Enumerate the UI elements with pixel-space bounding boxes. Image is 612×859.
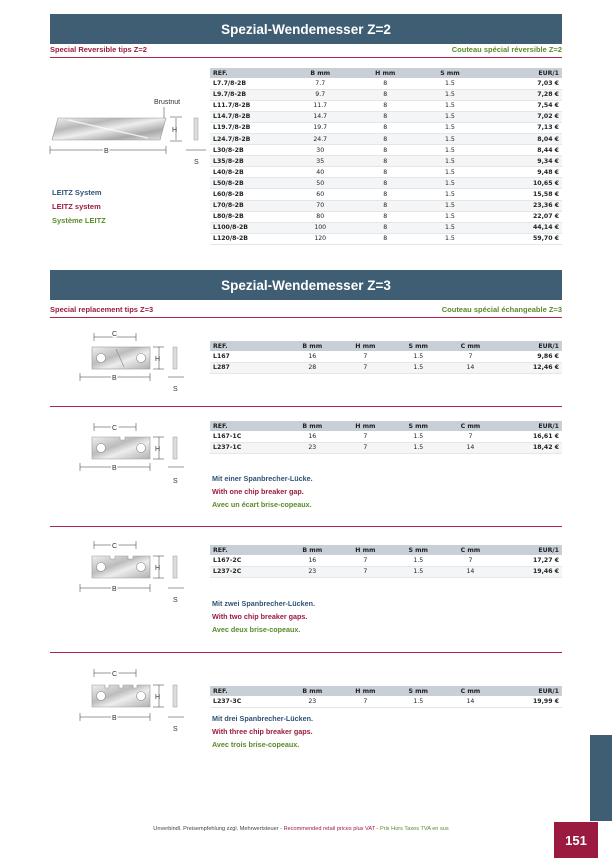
table-cell: 8 (352, 111, 418, 122)
table-cell: 14 (444, 362, 496, 373)
section1-subtitle (50, 43, 562, 56)
table-row (210, 167, 562, 178)
reversible-tip-diagram (48, 90, 208, 172)
table-cell: L50/8-2B (210, 178, 288, 189)
table-cell: 8 (352, 189, 418, 200)
table-cell: 1.5 (418, 233, 482, 244)
group-c-price-table (210, 545, 562, 578)
table-cell: 8 (352, 78, 418, 89)
table-cell: 70 (288, 200, 352, 211)
system-en: LEITZ system (52, 202, 101, 211)
table-cell: 8 (352, 89, 418, 100)
divider (50, 57, 562, 58)
s-label: S (173, 597, 178, 604)
b-label: B (112, 465, 117, 472)
table-cell: 7 (444, 351, 496, 362)
table-cell: 7,13 € (482, 122, 562, 133)
column-header: EUR/1 (497, 341, 562, 351)
table-cell: 1.5 (392, 566, 444, 577)
table-cell: 8 (352, 145, 418, 156)
c-label: C (112, 331, 118, 338)
table-cell: 9,86 € (497, 351, 562, 362)
brustnut-label: Brustnut (154, 99, 181, 106)
section2-subtitle (50, 303, 562, 316)
table-row (210, 122, 562, 133)
table-cell: 1.5 (418, 167, 482, 178)
table-row (210, 156, 562, 167)
column-header: H mm (339, 421, 393, 431)
note-de: Mit drei Spanbrecher-Lücken. (212, 714, 314, 723)
table-cell: L80/8-2B (210, 211, 288, 222)
table-cell: 14 (444, 442, 496, 453)
table-cell: 18,42 € (497, 442, 562, 453)
column-header: B mm (286, 341, 339, 351)
table-cell: 44,14 € (482, 222, 562, 233)
table-cell: L11.7/8-2B (210, 100, 288, 111)
divider (50, 652, 562, 653)
h-label: H (155, 694, 161, 701)
table-cell: 1.5 (418, 211, 482, 222)
table-row (210, 111, 562, 122)
table-cell: 16 (286, 431, 339, 442)
table-cell: 8,04 € (482, 133, 562, 144)
subtitle-fr: Couteau spécial réversible Z=2 (451, 45, 562, 54)
divider (50, 526, 562, 527)
table-cell: 7,03 € (482, 78, 562, 89)
table-row (210, 145, 562, 156)
table-cell: L30/8-2B (210, 145, 288, 156)
col-b: B mm (288, 68, 352, 78)
table-cell: 1.5 (418, 78, 482, 89)
group-a-price-table (210, 341, 562, 374)
table-cell: L9.7/8-2B (210, 89, 288, 100)
column-header: C mm (444, 421, 496, 431)
table-row (210, 555, 562, 566)
table-cell: 1.5 (392, 555, 444, 566)
note-en: With three chip breaker gaps. (212, 727, 313, 736)
table-cell: 14 (444, 566, 496, 577)
table-cell: 1.5 (392, 351, 444, 362)
table-cell: 8 (352, 156, 418, 167)
tip-diagram-plain (76, 327, 186, 395)
table-cell: 100 (288, 222, 352, 233)
table-cell: L60/8-2B (210, 189, 288, 200)
table-row (210, 222, 562, 233)
table-cell: L24.7/8-2B (210, 133, 288, 144)
column-header: H mm (339, 341, 393, 351)
column-header: C mm (444, 341, 496, 351)
column-header: H mm (339, 686, 393, 696)
table-cell: 7 (339, 442, 393, 453)
table-row (210, 200, 562, 211)
table-cell: 9.7 (288, 89, 352, 100)
b-label: B (104, 148, 109, 155)
c-label: C (112, 425, 118, 432)
section1-price-table (210, 68, 562, 245)
table-cell: 1.5 (418, 122, 482, 133)
table-cell: L40/8-2B (210, 167, 288, 178)
table-cell: L100/8-2B (210, 222, 288, 233)
table-cell: 19.7 (288, 122, 352, 133)
table-cell: 1.5 (418, 156, 482, 167)
s-label: S (173, 478, 178, 485)
table-cell: 17,27 € (497, 555, 562, 566)
table-cell: 8,44 € (482, 145, 562, 156)
table-cell: 8 (352, 200, 418, 211)
table-header-row (210, 68, 562, 78)
table-cell: 19,99 € (497, 696, 562, 707)
h-label: H (155, 565, 161, 572)
table-cell: 1.5 (418, 133, 482, 144)
table-row (210, 351, 562, 362)
table-cell: 16,61 € (497, 431, 562, 442)
table-cell: 50 (288, 178, 352, 189)
column-header: S mm (392, 341, 444, 351)
table-cell: 8 (352, 222, 418, 233)
note-fr: Avec un écart brise-copeaux. (212, 500, 312, 509)
table-header-row (210, 686, 562, 696)
divider (50, 406, 562, 407)
table-row (210, 78, 562, 89)
subtitle-en: Special Reversible tips Z=2 (50, 45, 147, 54)
column-header: B mm (286, 545, 339, 555)
table-cell: 23 (286, 566, 339, 577)
table-cell: 1.5 (418, 111, 482, 122)
h-label: H (155, 446, 161, 453)
column-header: B mm (286, 421, 339, 431)
table-cell: 23,36 € (482, 200, 562, 211)
table-row (210, 178, 562, 189)
table-cell: 7,02 € (482, 111, 562, 122)
subtitle-en: Special replacement tips Z=3 (50, 305, 154, 314)
divider (50, 317, 562, 318)
s-label: S (194, 159, 199, 166)
table-cell: 8 (352, 100, 418, 111)
section2-banner: Spezial-Wendemesser Z=3 (50, 270, 562, 300)
table-cell: 22,07 € (482, 211, 562, 222)
tip-diagram-one-gap (76, 420, 186, 488)
column-header: REF. (210, 686, 286, 696)
table-cell: 7 (339, 566, 393, 577)
table-cell: 7 (339, 351, 393, 362)
section1-banner: Spezial-Wendemesser Z=2 (50, 14, 562, 44)
table-cell: L7.7/8-2B (210, 78, 288, 89)
b-label: B (112, 375, 117, 382)
column-header: B mm (286, 686, 339, 696)
table-row (210, 362, 562, 373)
note-en: With two chip breaker gaps. (212, 612, 308, 621)
table-cell: 7 (339, 431, 393, 442)
system-fr: Système LEITZ (52, 216, 106, 225)
table-cell: 10,65 € (482, 178, 562, 189)
table-cell: 7 (339, 555, 393, 566)
h-label: H (155, 356, 161, 363)
table-cell: 8 (352, 133, 418, 144)
group-d-price-table (210, 686, 562, 708)
column-header: C mm (444, 545, 496, 555)
subtitle-fr: Couteau spécial échangeable Z=3 (441, 305, 562, 314)
column-header: EUR/1 (497, 686, 562, 696)
table-header-row (210, 545, 562, 555)
table-header-row (210, 341, 562, 351)
table-cell: 40 (288, 167, 352, 178)
table-cell: 7 (444, 555, 496, 566)
table-cell: 16 (286, 351, 339, 362)
table-cell: L237-2C (210, 566, 286, 577)
col-price: EUR/1 (482, 68, 562, 78)
table-cell: 7 (339, 696, 393, 707)
note-fr: Avec deux brise-copeaux. (212, 625, 301, 634)
table-cell: 15,58 € (482, 189, 562, 200)
table-row (210, 431, 562, 442)
note-fr: Avec trois brise-copeaux. (212, 740, 300, 749)
table-cell: 7,54 € (482, 100, 562, 111)
table-row (210, 696, 562, 707)
table-cell: 1.5 (392, 442, 444, 453)
column-header: REF. (210, 545, 286, 555)
table-row (210, 100, 562, 111)
table-cell: 1.5 (392, 431, 444, 442)
table-row (210, 211, 562, 222)
table-cell: L19.7/8-2B (210, 122, 288, 133)
b-label: B (112, 586, 117, 593)
h-label: H (172, 127, 178, 134)
table-cell: L167-2C (210, 555, 286, 566)
footer-price-note: Unverbindl. Preisempfehlung zzgl. Mehrwertsteuer - Recommended retail prices plus VAT - Prix Hors Taxes TVA en sus (153, 826, 449, 832)
table-cell: 120 (288, 233, 352, 244)
table-cell: 1.5 (392, 696, 444, 707)
table-cell: 7 (339, 362, 393, 373)
table-cell: L167-1C (210, 431, 286, 442)
table-row (210, 189, 562, 200)
group-d-notes (212, 712, 313, 751)
table-cell: 1.5 (418, 100, 482, 111)
table-row (210, 233, 562, 244)
tip-diagram-three-gaps (76, 665, 186, 733)
table-row (210, 133, 562, 144)
group-b-notes (212, 472, 313, 511)
table-cell: 8 (352, 233, 418, 244)
table-row (210, 566, 562, 577)
table-cell: 30 (288, 145, 352, 156)
table-cell: 1.5 (418, 222, 482, 233)
table-cell: 11.7 (288, 100, 352, 111)
column-header: EUR/1 (497, 545, 562, 555)
column-header: S mm (392, 545, 444, 555)
table-cell: 9,34 € (482, 156, 562, 167)
table-cell: L167 (210, 351, 286, 362)
table-cell: 60 (288, 189, 352, 200)
table-cell: L35/8-2B (210, 156, 288, 167)
table-cell: 8 (352, 178, 418, 189)
s-label: S (173, 726, 178, 733)
table-cell: 59,70 € (482, 233, 562, 244)
note-de: Mit zwei Spanbrecher-Lücken. (212, 599, 316, 608)
table-cell: 8 (352, 211, 418, 222)
side-tab-marker (590, 735, 612, 821)
c-label: C (112, 543, 118, 550)
table-cell: 19,46 € (497, 566, 562, 577)
tip-diagram-two-gaps (76, 538, 186, 606)
table-cell: 23 (286, 696, 339, 707)
column-header: C mm (444, 686, 496, 696)
column-header: S mm (392, 421, 444, 431)
table-cell: 23 (286, 442, 339, 453)
column-header: REF. (210, 421, 286, 431)
table-cell: L287 (210, 362, 286, 373)
table-cell: 1.5 (418, 178, 482, 189)
table-cell: 28 (286, 362, 339, 373)
s-label: S (173, 386, 178, 393)
table-cell: 1.5 (392, 362, 444, 373)
table-cell: 8 (352, 167, 418, 178)
table-cell: 1.5 (418, 200, 482, 211)
table-cell: 7,28 € (482, 89, 562, 100)
system-de: LEITZ System (52, 188, 102, 197)
c-label: C (112, 671, 118, 678)
column-header: REF. (210, 341, 286, 351)
col-h: H mm (352, 68, 418, 78)
table-cell: 8 (352, 122, 418, 133)
table-cell: 80 (288, 211, 352, 222)
table-cell: L70/8-2B (210, 200, 288, 211)
column-header: H mm (339, 545, 393, 555)
table-cell: L237-3C (210, 696, 286, 707)
note-en: With one chip breaker gap. (212, 487, 304, 496)
col-ref: REF. (210, 68, 288, 78)
table-cell: 1.5 (418, 145, 482, 156)
table-row (210, 89, 562, 100)
col-s: S mm (418, 68, 482, 78)
table-cell: L237-1C (210, 442, 286, 453)
table-cell: L14.7/8-2B (210, 111, 288, 122)
table-cell: L120/8-2B (210, 233, 288, 244)
b-label: B (112, 715, 117, 722)
table-cell: 7.7 (288, 78, 352, 89)
table-row (210, 442, 562, 453)
table-header-row (210, 421, 562, 431)
table-cell: 14.7 (288, 111, 352, 122)
table-cell: 12,46 € (497, 362, 562, 373)
table-cell: 14 (444, 696, 496, 707)
table-cell: 1.5 (418, 189, 482, 200)
table-cell: 16 (286, 555, 339, 566)
table-cell: 35 (288, 156, 352, 167)
note-de: Mit einer Spanbrecher-Lücke. (212, 474, 313, 483)
table-cell: 7 (444, 431, 496, 442)
group-b-price-table (210, 421, 562, 454)
table-cell: 9,48 € (482, 167, 562, 178)
group-c-notes (212, 597, 315, 636)
column-header: EUR/1 (497, 421, 562, 431)
table-cell: 1.5 (418, 89, 482, 100)
column-header: S mm (392, 686, 444, 696)
page-number: 151 (554, 822, 598, 858)
table-cell: 24.7 (288, 133, 352, 144)
